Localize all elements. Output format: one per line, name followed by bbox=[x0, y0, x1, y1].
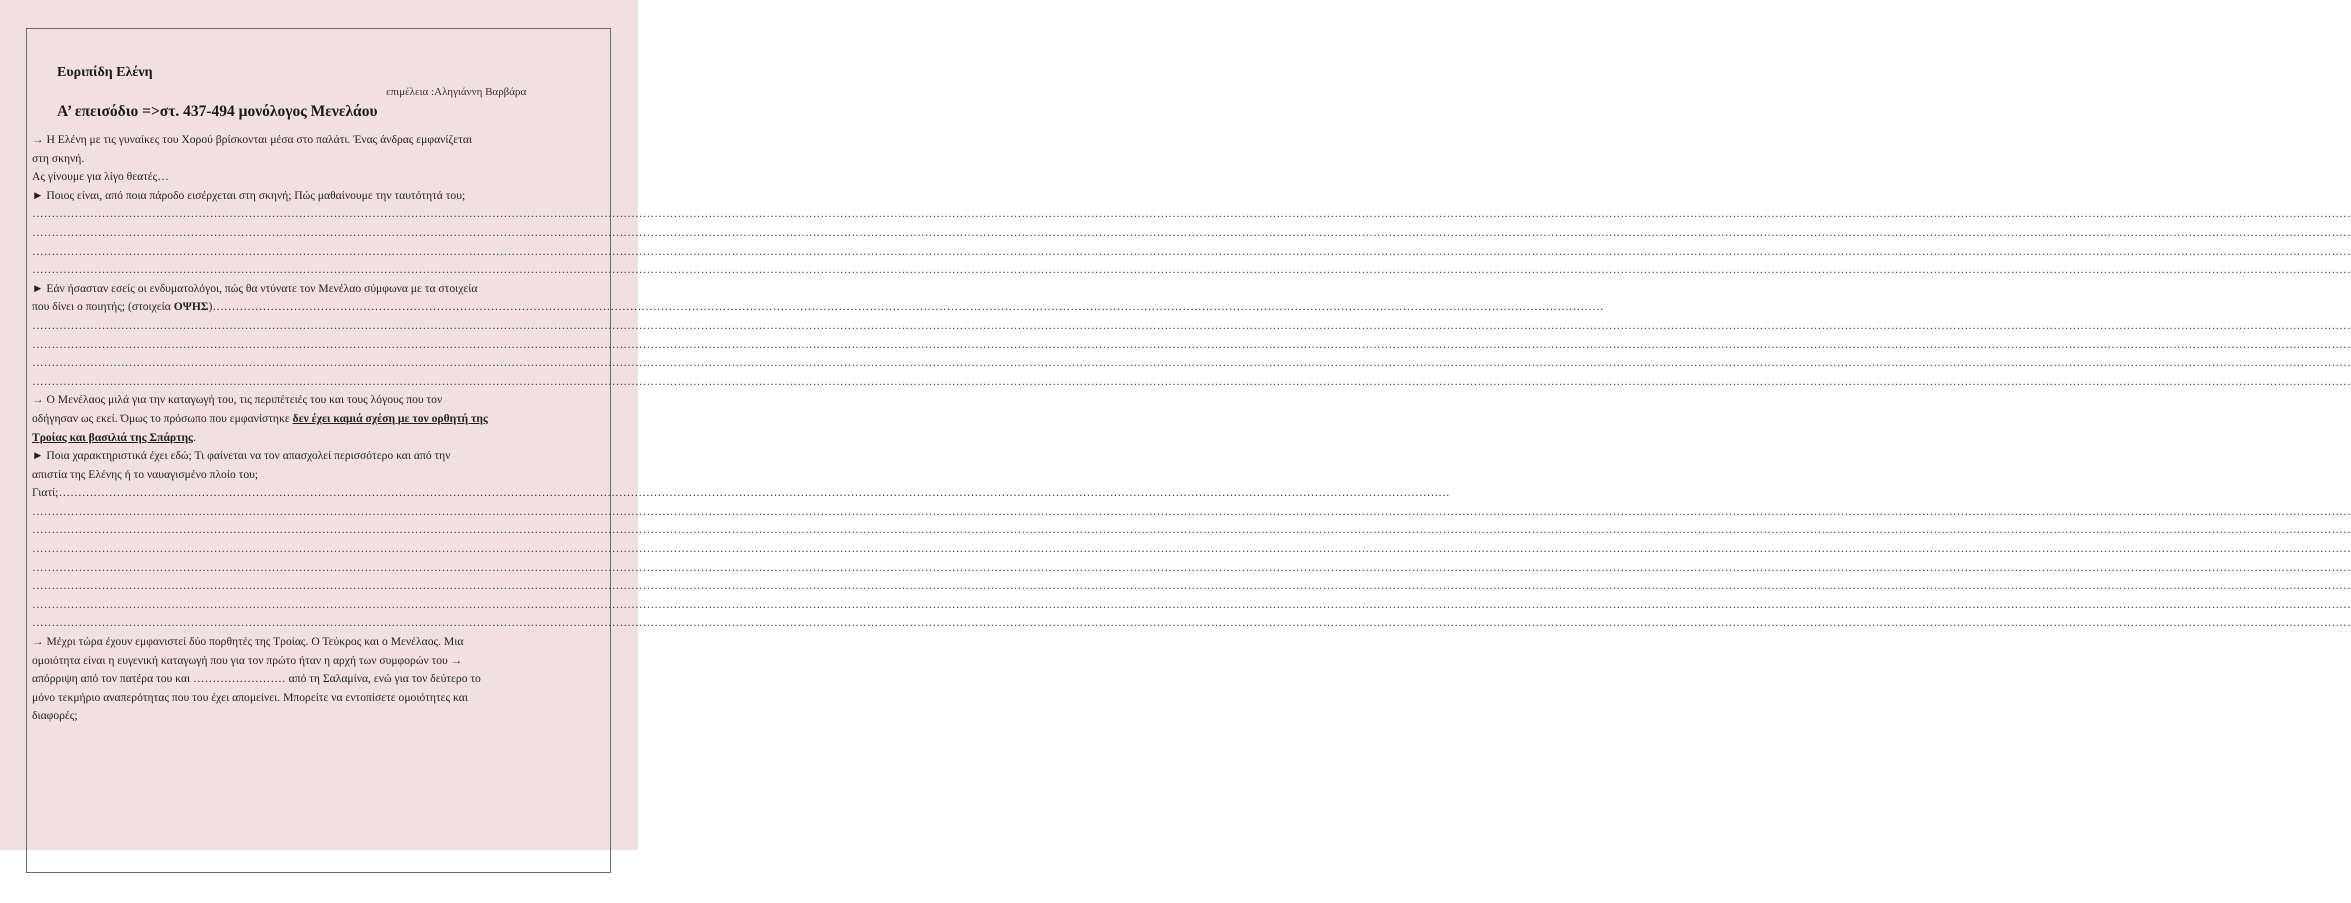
paragraph-line bbox=[32, 429, 598, 448]
q2-bold: ΟΨΗΣ bbox=[173, 300, 209, 314]
p3-emphasis: δεν έχει καμιά σχέση με τον ορθητή της bbox=[292, 411, 488, 425]
answer-line[interactable]: …………………………………………………………………………………………………………………………………………………………………………………………………………………………………………………………………………………………………………………………………………………………………………………………………………………………………………………………………………………………………………………………………………………… bbox=[32, 374, 2351, 388]
answer-line[interactable]: …………………………………………………………………………………………………………………………………………………………………………………………………………………………………………………………………………………………………………………………………………………………………………………………………………………………………………………………………………………………………………………………………………………… bbox=[32, 225, 2351, 239]
document-title: Ευριπίδη Ελένη bbox=[57, 65, 153, 80]
question-3-cont: απιστία της Ελένης ή το ναυαγισμένο πλοίο του; bbox=[32, 467, 259, 481]
answer-line[interactable]: …………………………………………………………………………………………………………………………………………………………………………………………………………………………………………………………………………………………………………………………………………………………………………………………………………………………………………………………………………………………………………………………………………………… bbox=[32, 616, 2351, 630]
answer-line[interactable]: …………………………………………………………………………………………………………………………………………………………………………………………………………………………………………………………………………………………………………………………………………………………………………………………………………………………………………………………………………………………………………………………………………………… bbox=[32, 244, 2351, 258]
episode-subtitle: Α’ επεισόδιο =>στ. 437-494 μονόλογος Μενελάου bbox=[57, 103, 378, 120]
answer-line[interactable]: …………………………………………………………………………………………………………………………………………………………………………………………………………………………………………………………………………………………………………………………………………………………………………………………………………………………………………………………………………………………………………………………………………………… bbox=[32, 560, 2351, 574]
paragraph-line bbox=[32, 670, 598, 689]
q2-text: που δίνει ο ποιητής; (στοιχεία bbox=[32, 300, 174, 314]
paragraph-line: → Η Ελένη με τις γυναίκες του Χορού βρίσκονται μέσα στο παλάτι. Ένας άνδρας εμφανίζεται bbox=[32, 133, 473, 146]
paragraph-line: στη σκηνή. bbox=[32, 151, 85, 165]
p4-text: απόρριψη από τον πατέρα του και bbox=[32, 672, 193, 686]
answer-line[interactable]: …………………………………………………………………………………………………………………………………………………………………………………………………………………………………………………………………………………………………………………………………………………………………………………………………………………………………………………………………………………………………………………………………………………… bbox=[32, 579, 2351, 593]
answer-line[interactable]: …………………………………………………………………………………………………………………………………………………………………………………………………………………………………………………………………………………………………………………………………………………………………………………………………………………………………………………………………………………………………………………………………………………… bbox=[32, 504, 2351, 518]
paragraph-line: Ας γίνουμε για λίγο θεατές… bbox=[32, 170, 169, 184]
p3-text: οδήγησαν ως εκεί. Όμως το πρόσωπο που εμφανίστηκε bbox=[32, 411, 293, 425]
answer-line[interactable]: …………………………………………………………………………………………………………………………………………………………………………………………………………………………………………………………………………………………………………………………………………………………………………………………………………………………………………………………………………………………………………………………………………………… bbox=[32, 263, 2351, 277]
answer-line[interactable]: …………………………………………………………………………………………………………………………………………………………………………………………………………………………………………………………………………………………………………………………………………………………………………………………………………………………………………………………………………………………………………………………………………………… bbox=[32, 318, 2351, 332]
answer-line[interactable]: …………………………………………………………………………………………………………………………………………………………………………………………………………………………………………………………………………………………………………………………………………………………………………………………………………………………………………………………………………………………………………………………………………………… bbox=[32, 337, 2351, 351]
paragraph-line: διαφορές; bbox=[32, 709, 78, 723]
worksheet-body bbox=[32, 131, 2351, 726]
p3-period: . bbox=[192, 430, 196, 444]
answer-line[interactable]: …………………………………………………………………………………………………………………………………………………………………………………………………………………………………………………………………………………………………………………………………………………………………………………………………………………………………………………………………………………………………………………………………………………… bbox=[32, 523, 2351, 537]
answer-line[interactable]: …………………………………………………………………………………………………………………………………………………………………………………………………………………………………………………………………………………………………………………………………………………………………………………………………………………………………………………………………………………………………………………………………………………… bbox=[32, 356, 2351, 370]
answer-fill[interactable]: ……………………………………………………………………………………………………………………………………………………………………………………………………………………………………………………………………………………………………………………………… bbox=[212, 300, 1604, 314]
question-1: ► Ποιος είναι, από ποια πάροδο εισέρχεται στη σκηνή; Πώς μαθαίνουμε την ταυτότητά του; bbox=[32, 188, 466, 202]
question-2-cont bbox=[32, 298, 1604, 317]
question-3-why bbox=[32, 484, 1450, 503]
answer-line[interactable]: …………………………………………………………………………………………………………………………………………………………………………………………………………………………………………………………………………………………………………………………………………………………………………………………………………………………………………………………………………………………………………………………………………………… bbox=[32, 597, 2351, 611]
paragraph-line: ομοιότητα είναι η ευγενική καταγωγή που για τον πρώτο ήταν η αρχή των συμφορών του → bbox=[32, 653, 463, 667]
paragraph-line bbox=[32, 410, 598, 429]
p4-text: από τη Σαλαμίνα, ενώ για τον δεύτερο το bbox=[285, 672, 481, 686]
p3-emphasis: Τροίας και βασιλιά της Σπάρτης bbox=[32, 430, 193, 444]
paragraph-line: μόνο τεκμήριο αναπερότητας που του έχει απομείνει. Μπορείτε να εντοπίσετε ομοιότητες και bbox=[32, 690, 468, 704]
question-3: ► Ποια χαρακτηριστικά έχει εδώ; Τι φαίνεται να τον απασχολεί περισσότερο και από την bbox=[32, 449, 451, 463]
paragraph-line: → Μέχρι τώρα έχουν εμφανιστεί δύο πορθητές της Τροίας. Ο Τεύκρος και ο Μενέλαος. Μια bbox=[32, 635, 464, 649]
author-credit: επιμέλεια :Αληγιάννη Βαρβάρα bbox=[386, 86, 527, 98]
answer-fill[interactable]: ……………………………………………………………………………………………………………………………………………………………………………………………………………………………………………………………………………………………………………………………… bbox=[58, 486, 1450, 500]
answer-line[interactable]: …………………………………………………………………………………………………………………………………………………………………………………………………………………………………………………………………………………………………………………………………………………………………………………………………………………………………………………………………………………………………………………………………………………… bbox=[32, 542, 2351, 556]
why-label: Γιατί; bbox=[32, 486, 59, 500]
question-2: ► Εάν ήσασταν εσείς οι ενδυματολόγοι, πώς θα ντύνατε τον Μενέλαο σύμφωνα με τα στοιχεία bbox=[32, 281, 478, 295]
q2-close: ) bbox=[208, 300, 213, 314]
paragraph-line: → Ο Μενέλαος μιλά για την καταγωγή του, τις περιπέτειές του και τους λόγους που τον bbox=[32, 393, 443, 407]
p4-blank[interactable]: …………………… bbox=[193, 672, 286, 686]
answer-line[interactable]: …………………………………………………………………………………………………………………………………………………………………………………………………………………………………………………………………………………………………………………………………………………………………………………………………………………………………………………………………………………………………………………………………………………… bbox=[32, 207, 2351, 221]
